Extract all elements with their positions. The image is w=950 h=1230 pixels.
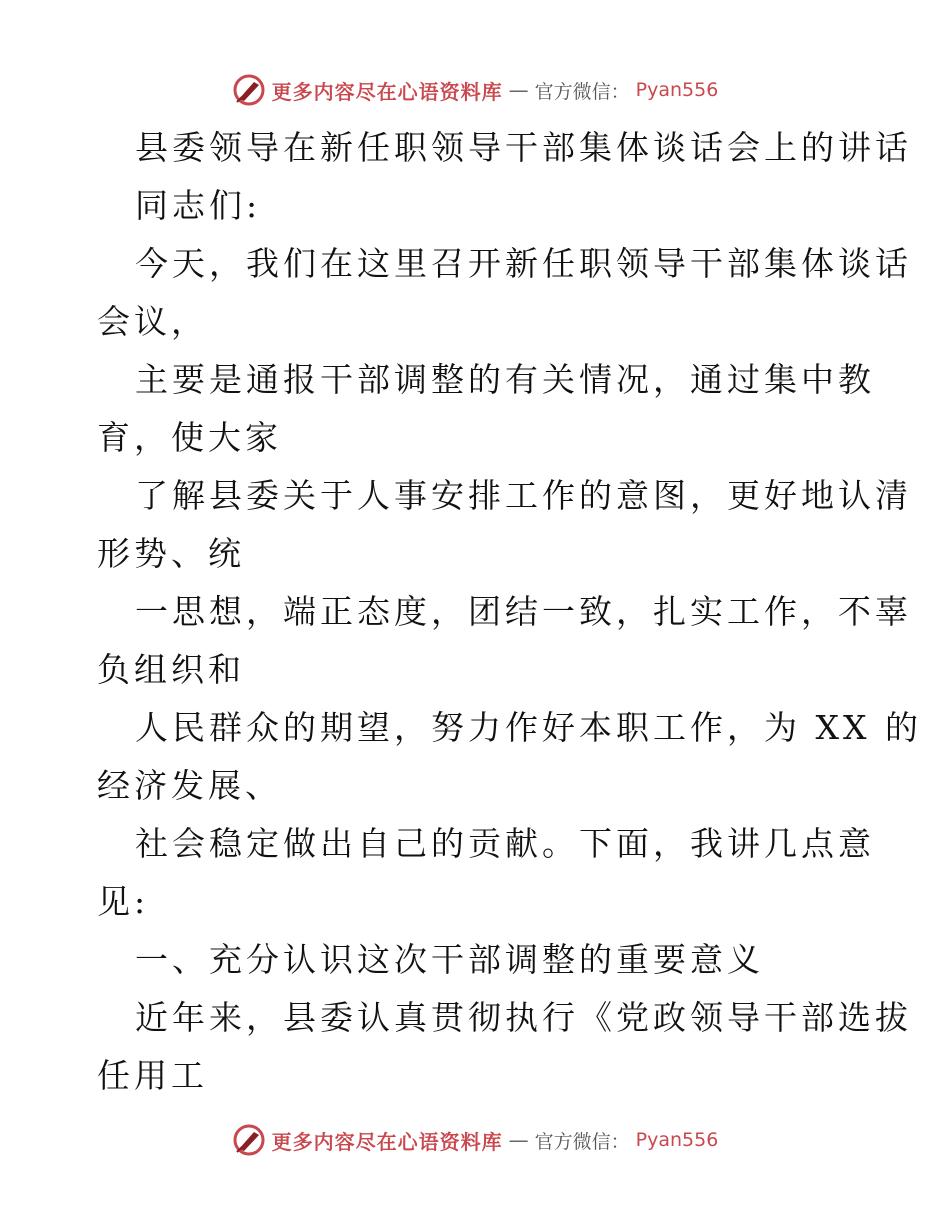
paragraph-line: 人民群众的期望，努力作好本职工作，为 XX 的	[135, 708, 922, 747]
watermark-dash: —	[508, 1128, 529, 1152]
paragraph-line: 见:	[97, 882, 150, 921]
quill-logo-icon	[232, 1123, 266, 1157]
document-title: 县委领导在新任职领导干部集体谈话会上的讲话	[135, 128, 912, 167]
paragraph-line: 经济发展、	[97, 766, 282, 805]
paragraph-line: 任用工	[97, 1056, 208, 1095]
watermark-label: 官方微信：	[534, 1130, 630, 1153]
paragraph-line: 近年来，县委认真贯彻执行《党政领导干部选拔	[135, 998, 912, 1037]
watermark-text: 更多内容尽在心语资料库	[271, 1129, 503, 1154]
paragraph-line: 形势、统	[97, 534, 245, 573]
salutation: 同志们:	[135, 186, 262, 225]
paragraph-line: 会议，	[97, 302, 208, 341]
paragraph-line: 育，使大家	[97, 418, 282, 457]
watermark-label: 官方微信：	[534, 80, 630, 103]
watermark-text: 更多内容尽在心语资料库	[271, 79, 503, 104]
paragraph-line: 负组织和	[97, 650, 245, 689]
watermark-wechat-id: Pyan556	[635, 1129, 719, 1151]
paragraph-line: 一思想，端正态度，团结一致，扎实工作，不辜	[135, 592, 912, 631]
paragraph-line: 了解县委关于人事安排工作的意图，更好地认清	[135, 476, 912, 515]
watermark-dash: —	[508, 78, 529, 102]
paragraph-line: 社会稳定做出自己的贡献。下面，我讲几点意	[135, 824, 875, 863]
section-heading: 一、充分认识这次干部调整的重要意义	[135, 940, 764, 979]
footer-watermark	[0, 1120, 950, 1160]
paragraph-line: 主要是通报干部调整的有关情况，通过集中教	[135, 360, 875, 399]
paragraph-line: 今天，我们在这里召开新任职领导干部集体谈话	[135, 244, 912, 283]
watermark-wechat-id: Pyan556	[635, 79, 719, 101]
